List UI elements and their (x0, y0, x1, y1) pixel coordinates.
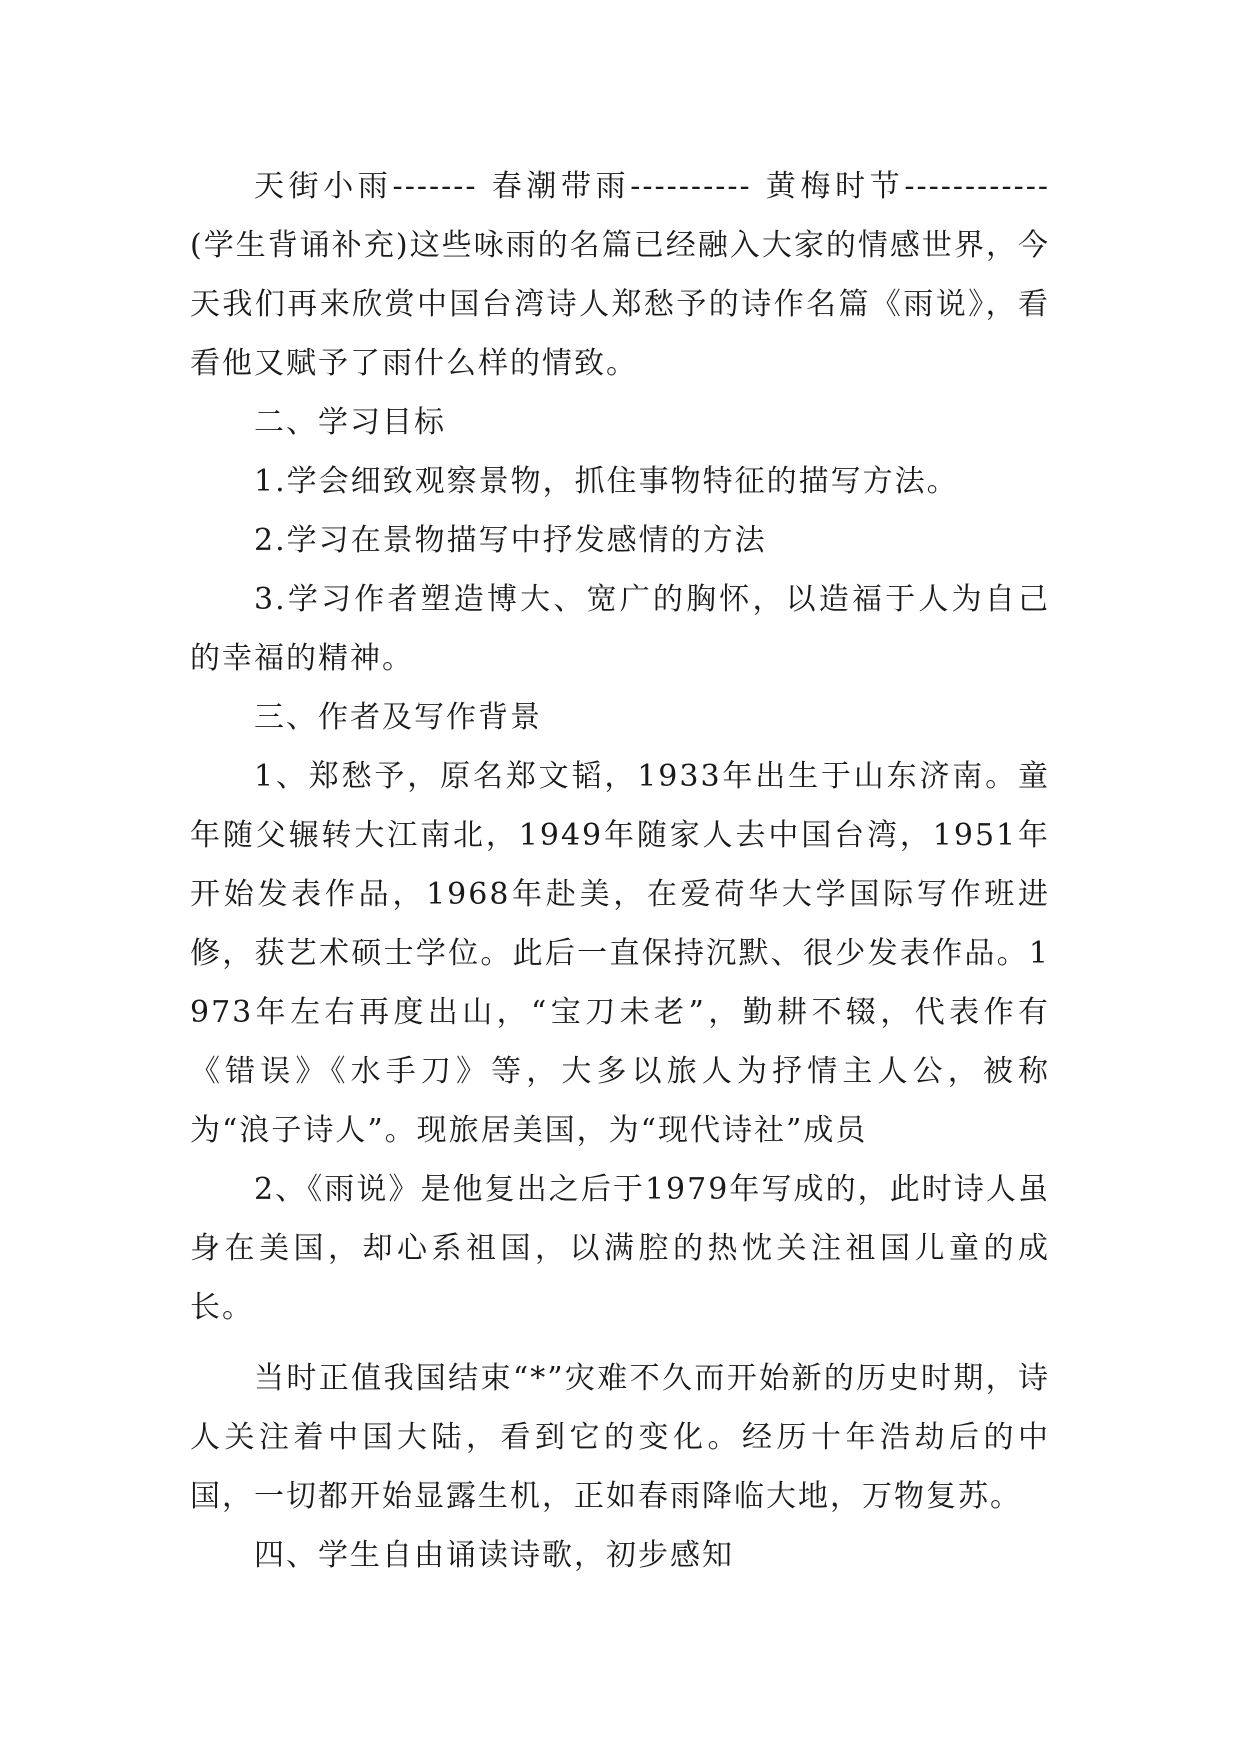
goal-item-1: 1.学会细致观察景物，抓住事物特征的描写方法。 (254, 464, 959, 499)
section-heading-reading: 四、学生自由诵读诗歌，初步感知 (254, 1538, 734, 1573)
author-bio-paragraph: 1、郑愁予，原名郑文韬，1933年出生于山东济南。童年随父辗转大江南北，1949年随家人去中国台湾，1951年开始发表作品，1968年赴美，在爱荷华大学国际写作班进修，获艺术硕士学位。此后一直保持沉默、很少发表作品。1973年左右再度出山，“宝刀未老”，勤耕不辍，代表作有《错误》《水手刀》等，大多以旅人为抒情主人公，被称为“浪子诗人”。现旅居美国，为“现代诗社”成员 (190, 759, 1050, 1148)
historical-context-paragraph: 当时正值我国结束“*”灾难不久而开始新的历史时期，诗人关注着中国大陆，看到它的变化。经历十年浩劫后的中国，一切都开始显露生机，正如春雨降临大地，万物复苏。 (190, 1361, 1050, 1514)
section-heading-author-background: 三、作者及写作背景 (254, 700, 542, 735)
intro-paragraph: 天街小雨------- 春潮带雨---------- 黄梅时节------------(学生背诵补充)这些咏雨的名篇已经融入大家的情感世界，今天我们再来欣赏中国台湾诗人郑愁予的诗作名篇《雨说》，看看他又赋予了雨什么样的情致。 (190, 169, 1050, 381)
document-body (190, 157, 1050, 1585)
goal-item-3: 3.学习作者塑造博大、宽广的胸怀，以造福于人为自己的幸福的精神。 (190, 582, 1050, 676)
goal-item-2: 2.学习在景物描写中抒发感情的方法 (254, 523, 767, 558)
section-heading-learning-goals: 二、学习目标 (254, 405, 446, 440)
poem-background-paragraph: 2、《雨说》是他复出之后于1979年写成的，此时诗人虽身在美国，却心系祖国，以满腔的热忱关注祖国儿童的成长。 (190, 1172, 1050, 1325)
